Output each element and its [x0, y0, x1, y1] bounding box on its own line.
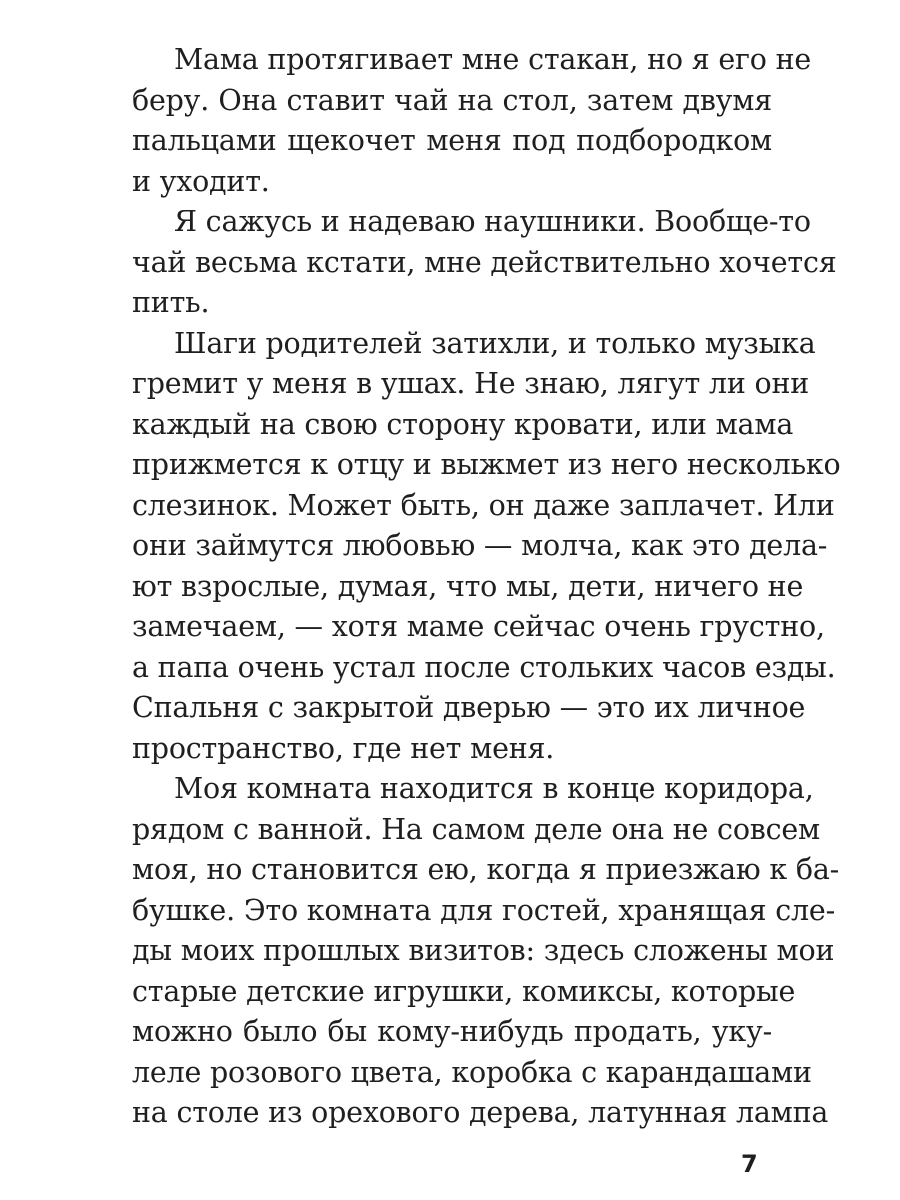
text-line: слезинок. Может быть, он даже заплачет. Или [132, 488, 835, 522]
text-line: старые детские игрушки, комиксы, которые [132, 974, 796, 1008]
text-line: и уходит. [132, 164, 270, 198]
text-line: замечаем, — хотя маме сейчас очень грустно, [132, 610, 825, 643]
text-line: пальцами щекочет меня под подбородком [132, 124, 772, 157]
text-line: пить. [132, 286, 210, 319]
paragraph-4 [132, 769, 840, 1134]
text-line: рядом с ванной. На самом деле она не совсем [132, 812, 821, 846]
text-line: беру. Она ставит чай на стол, затем двумя [132, 83, 772, 117]
text-line: леле розового цвета, коробка с карандашами [132, 1055, 812, 1089]
text-line: гремит у меня в ушах. Не знаю, лягут ли они [132, 367, 810, 400]
page-number: 7 [741, 1150, 758, 1178]
text-line: ды моих прошлых визитов: здесь сложены мои [132, 934, 835, 967]
text-line: на столе из орехового дерева, латунная лампа [132, 1096, 829, 1129]
text-line: Мама протягивает мне стакан, но я его не [174, 43, 812, 76]
text-line: прижмется к отцу и выжмет из него несколько [132, 448, 841, 481]
text-line: Я сажусь и надеваю наушники. Вообще-то [174, 205, 811, 238]
text-line: каждый на свою сторону кровати, или мама [132, 407, 794, 441]
text-line: Шаги родителей затихли, и только музыка [174, 326, 816, 360]
text-line: бушке. Это комната для гостей, хранящая сле- [132, 893, 836, 927]
text-line: моя, но становится ею, когда я приезжаю к ба- [132, 853, 840, 886]
text-line: можно было бы кому-нибудь продать, уку- [132, 1015, 772, 1048]
text-line: чай весьма кстати, мне действительно хочется [132, 245, 837, 279]
text-line: пространство, где нет меня. [132, 731, 555, 765]
text-line: Спальня с закрытой дверью — это их личное [132, 691, 806, 724]
paragraph-1 [132, 40, 812, 202]
text-line: Моя комната находится в конце коридора, [174, 772, 814, 805]
text-line: а папа очень устал после стольких часов езды. [132, 650, 836, 684]
paragraph-3 [132, 324, 841, 770]
text-line: они займутся любовью — молча, как это дела- [132, 529, 828, 562]
body-text [132, 40, 841, 1134]
paragraph-2 [132, 202, 837, 324]
text-line: ют взрослые, думая, что мы, дети, ничего не [132, 569, 804, 603]
